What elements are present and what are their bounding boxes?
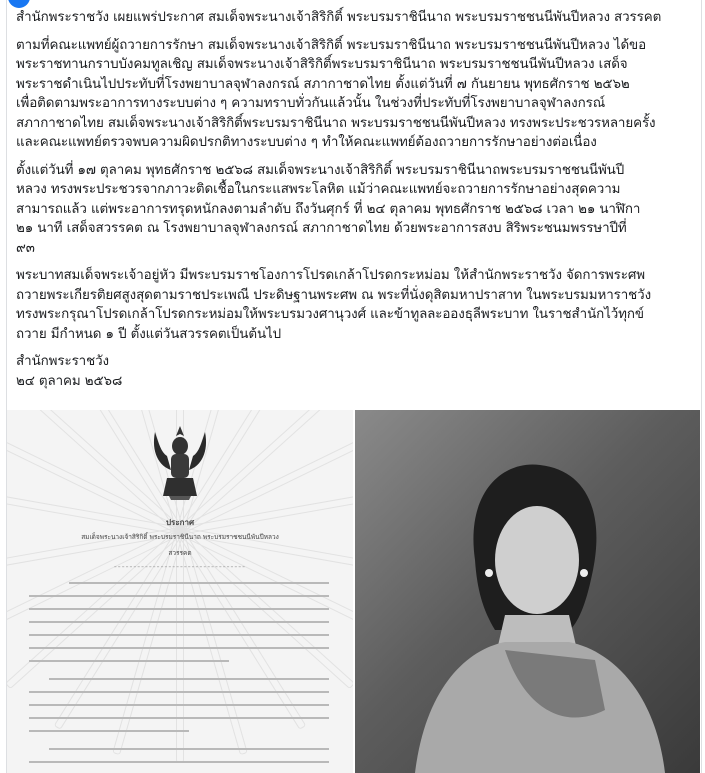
post-text-line: ๒๔ ตุลาคม ๒๕๖๘ bbox=[16, 373, 123, 389]
post-text-line: ๒๑ นาที เสด็จสวรรคต ณ โรงพยาบาลจุฬาลงกรณ์ สภากาชาดไทย ด้วยพระอาการสงบ สิริพระชนมพรรษาปีที่ bbox=[16, 221, 627, 236]
post-paragraph bbox=[16, 36, 700, 153]
document-heading: ประกาศ bbox=[165, 518, 195, 527]
post-paragraph bbox=[16, 266, 700, 344]
post-text bbox=[16, 8, 700, 399]
announcement-document-image[interactable] bbox=[7, 410, 353, 773]
post-text-line: ตั้งแต่วันที่ ๑๗ ตุลาคม พุทธศักราช ๒๕๖๘ สมเด็จพระนางเจ้าสิริกิติ์ พระบรมราชินีนาถพระบรมราชชนนีพันปี bbox=[16, 162, 625, 178]
post-paragraph bbox=[16, 352, 700, 391]
post-text-line: หลวง ทรงพระประชวรจากภาวะติดเชื้อในกระแสพระโลหิต แม้ว่าคณะแพทย์จะถวายการรักษาอย่างสุดความ bbox=[16, 182, 621, 197]
post-text-line: และคณะแพทย์ตรวจพบความผิดปรกติทางระบบต่าง ๆ ทำให้คณะแพทย์ต้องถวายการรักษาอย่างต่อเนื่อง bbox=[16, 135, 597, 150]
garuda-emblem-icon bbox=[147, 422, 213, 502]
post-text-line: เพื่อติดตามพระอาการทางระบบต่าง ๆ ความทราบทั่วกันแล้วนั้น ในช่วงที่ประทับที่โรงพยาบาลจุฬาลงกรณ์ bbox=[16, 96, 606, 111]
document-subtitle: สวรรคต bbox=[168, 549, 192, 557]
post-paragraph bbox=[16, 8, 700, 28]
post-text-line: ถวายพระเกียรติยศสูงสุดตามราชประเพณี ประดิษฐานพระศพ ณ พระที่นั่งดุสิตมหาปราสาท ในพระบรมมหาราชวัง bbox=[16, 287, 652, 303]
post-images bbox=[7, 410, 700, 773]
post-text-line: พระราชทานกราบบังคมทูลเชิญ สมเด็จพระนางเจ้าสิริกิติ์พระบรมราชินีนาถ พระบรมราชชนนีพันปีหลวง เสด็จ bbox=[16, 57, 628, 72]
post-text-line: สำนักพระราชวัง bbox=[16, 354, 109, 369]
document-body-lines bbox=[29, 582, 329, 773]
post-text-line: ทรงพระกรุณาโปรดเกล้าโปรดกระหม่อมให้พระบรมวงศานุวงศ์ และข้าทูลละอองธุลีพระบาท ในราชสำนักไว้ทุกข์ bbox=[16, 307, 644, 322]
post-text-line: ๙๓ bbox=[16, 240, 35, 256]
post-paragraph bbox=[16, 161, 700, 259]
post-text-line: พระบาทสมเด็จพระเจ้าอยู่หัว มีพระบรมราชโองการโปรดเกล้าโปรดกระหม่อม ให้สำนักพระราชวัง จัดการพระศพ bbox=[16, 268, 645, 283]
document-divider: ---------------------------------- bbox=[113, 562, 247, 571]
post-text-line: สภากาชาดไทย สมเด็จพระนางเจ้าสิริกิติ์พระบรมราชินีนาถ พระบรมราชชนนีพันปีหลวง ทรงพระประชวรหลายครั้ง bbox=[16, 115, 656, 131]
portrait-photo[interactable] bbox=[355, 410, 700, 773]
document-title: สมเด็จพระนางเจ้าสิริกิติ์ พระบรมราชินีนาถ พระบรมราชชนนีพันปีหลวง bbox=[81, 533, 279, 541]
post-text-line: ตามที่คณะแพทย์ผู้ถวายการรักษา สมเด็จพระนางเจ้าสิริกิติ์ พระบรมราชินีนาถ พระบรมราชชนนีพันปีหลวง ได้ขอ bbox=[16, 37, 647, 53]
portrait-figure bbox=[355, 410, 700, 773]
post-text-line: ถวาย มีกำหนด ๑ ปี ตั้งแต่วันสวรรคตเป็นต้นไป bbox=[16, 326, 282, 342]
post-text-line: สามารถแล้ว แต่พระอาการทรุดหนักลงตามลำดับ ถึงวันศุกร์ ที่ ๒๔ ตุลาคม พุทธศักราช ๒๕๖๘ เวลา ๒๑ นาฬิกา bbox=[16, 201, 641, 217]
post-text-line: สำนักพระราชวัง เผยแพร่ประกาศ สมเด็จพระนางเจ้าสิริกิติ์ พระบรมราชินีนาถ พระบรมราชชนนีพันปีหลวง สวรรคต bbox=[16, 10, 662, 25]
post-text-line: พระราชดำเนินไปประทับที่โรงพยาบาลจุฬาลงกรณ์ สภากาชาดไทย ตั้งแต่วันที่ ๗ กันยายน พุทธศักราช ๒๕๖๒ bbox=[16, 76, 630, 92]
